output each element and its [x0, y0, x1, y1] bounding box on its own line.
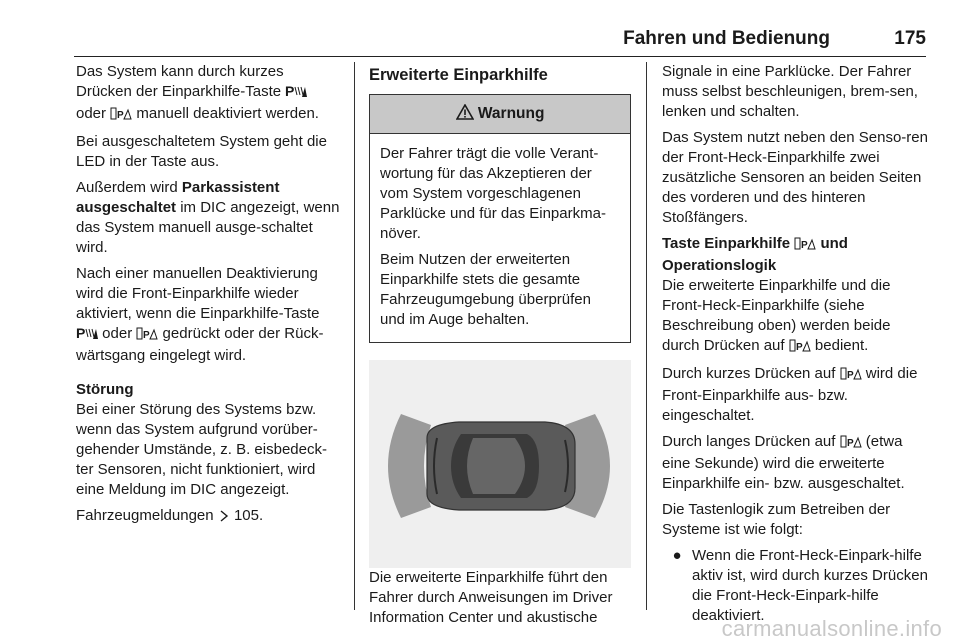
- page-reference-arrow-icon: [218, 508, 230, 528]
- warning-body: [370, 134, 630, 342]
- paragraph-short-press: Durch kurzes Drücken auf P wird die Front-Einparkhilfe aus- bzw. eingeschaltet.: [662, 365, 918, 424]
- column-right: [662, 62, 930, 626]
- paragraph-led: Bei ausgeschaltetem System geht die LED in der Taste aus.: [76, 133, 327, 170]
- column-left: [76, 62, 344, 534]
- adv-park-assist-icon: [789, 338, 811, 358]
- watermark: carmanualsonline.info: [721, 616, 942, 641]
- front-sensor-zone: [388, 414, 431, 518]
- warning-paragraph: Beim Nutzen der erweiterten Einparkhilfe stets die gesamte Fahrzeugumgebung überprüfen und im Auge behalten.: [380, 251, 591, 328]
- park-assist-icon: [285, 84, 307, 104]
- paragraph-long-press: Durch langes Drücken auf P (etwa eine Sekunde) wird die erweiterte Einparkhilfe ein- bzw. ausgeschaltet.: [662, 433, 905, 492]
- svg-text:P: P: [76, 326, 86, 340]
- figure-caption: Die erweiterte Einparkhilfe führt den Fahrer durch Anweisungen im Driver Information Center und akustische: [369, 569, 613, 626]
- paragraph-reactivation: Nach einer manuellen Deaktivierung wird die Front-Einparkhilfe wieder aktiviert, wenn die Einparkhilfe-Taste P oder P gedrückt oder der Rück-wärtsgang eingelegt wird.: [76, 265, 324, 364]
- paragraph-logic: Die Tastenlogik zum Betreiben der Systeme ist wie folgt:: [662, 501, 891, 538]
- subsection-heading: Taste Einparkhilfe P und Operationslogik: [662, 235, 848, 274]
- svg-text:P: P: [143, 330, 151, 340]
- park-assist-icon: [76, 326, 98, 346]
- adv-park-assist-icon: [840, 366, 862, 386]
- page-header: [74, 22, 926, 52]
- warning-title: Warnung: [477, 105, 545, 122]
- adv-park-assist-icon: [840, 434, 862, 454]
- parking-sensor-illustration: [369, 360, 631, 568]
- subsection-stoerung: Störung Bei einer Störung des Systems bzw. wenn das System aufgrund vorüber-gehender Umstände, z. B. eisbedeck-ter Sensoren, nicht funktioniert, wird eine Meldung im DIC angezeigt.: [76, 381, 327, 498]
- warning-box: [369, 94, 631, 343]
- paragraph-dic: Außerdem wird Parkassistent ausgeschaltet im DIC angezeigt, wenn das System manuell ausge-schaltet wird.: [76, 179, 340, 256]
- bullet-icon: ●: [672, 547, 682, 564]
- list-item: ● Wenn die Front-Heck-Einpark-hilfe aktiv ist, wird durch kurzes Drücken die Front-Heck-Einpark-hilfe deaktiviert.: [662, 546, 930, 626]
- cross-reference: Fahrzeugmeldungen 105.: [76, 506, 344, 528]
- paragraph-signals: Signale in eine Parklücke. Der Fahrer muss selbst beschleunigen, brem-sen, lenken und schalten.: [662, 63, 918, 120]
- warning-paragraph: Der Fahrer trägt die volle Verant-wortung für das Akzeptieren der vom System vorgeschlagenen Parklücke und für das Einparkma-növer.: [380, 145, 606, 242]
- paragraph-sensors: Das System nutzt neben den Senso-ren der Front-Heck-Einparkhilfe zwei zusätzliche Sensoren an beiden Seiten des vorderen und des hinteren Stoßfängers.: [662, 129, 928, 226]
- adv-park-assist-icon: [110, 106, 132, 126]
- paragraph-deactivate: Das System kann durch kurzes Drücken der Einparkhilfe-Taste P oder P manuell deaktiviert werden.: [76, 62, 344, 126]
- column-middle: [369, 62, 631, 634]
- adv-park-assist-icon: [136, 326, 158, 346]
- column-divider-left: [354, 62, 355, 610]
- warning-triangle-icon: [456, 97, 474, 135]
- subsection-heading: Störung: [76, 381, 134, 398]
- section-title: Erweiterte Einparkhilfe: [369, 66, 548, 84]
- header-rule: [74, 56, 926, 57]
- svg-text:P: P: [846, 370, 854, 380]
- paragraph-button-operation: Die erweiterte Einparkhilfe und die Front-Heck-Einparkhilfe (siehe Beschreibung oben) werden beide durch Drücken auf P bedient.: [662, 276, 930, 358]
- column-divider-right: [646, 62, 647, 610]
- adv-park-assist-icon: [794, 236, 816, 256]
- svg-text:P: P: [795, 342, 803, 352]
- chapter-title: Fahren und Bedienung: [623, 28, 830, 49]
- car-top-view-icon: [427, 422, 575, 510]
- warning-header: [370, 95, 630, 134]
- svg-text:P: P: [117, 110, 124, 120]
- svg-text:P: P: [801, 240, 808, 250]
- svg-text:P: P: [285, 84, 295, 98]
- page-number: 175: [894, 28, 926, 49]
- svg-text:P: P: [846, 438, 854, 448]
